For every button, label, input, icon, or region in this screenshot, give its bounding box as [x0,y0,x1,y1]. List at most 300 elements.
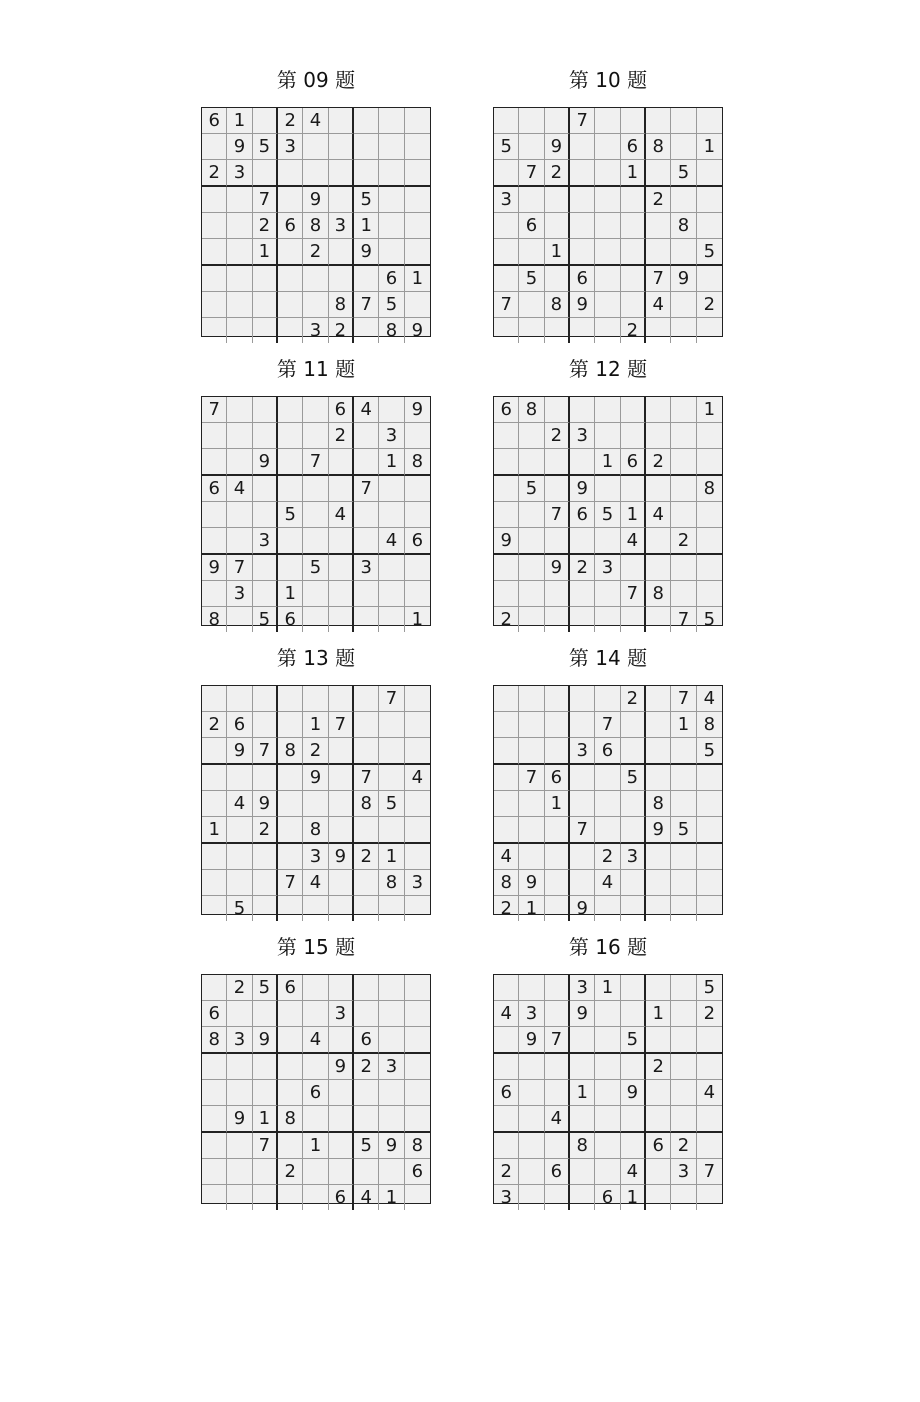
sudoku-cell: 4 [545,1106,570,1133]
sudoku-cell [354,1001,379,1027]
sudoku-cell [253,686,278,712]
sudoku-cell [621,896,646,921]
sudoku-cell [405,581,430,607]
sudoku-cell [519,555,544,581]
sudoku-cell [519,1133,544,1159]
sudoku-cell: 6 [570,502,595,528]
sudoku-cell [570,765,595,791]
sudoku-cell [519,108,544,134]
sudoku-cell [202,134,227,160]
sudoku-cell [227,1054,252,1080]
puzzle-title: 第 09 题 [276,68,356,92]
sudoku-cell [570,686,595,712]
sudoku-cell: 3 [621,844,646,870]
sudoku-cell [595,134,620,160]
sudoku-cell [570,160,595,187]
sudoku-cell [253,1054,278,1080]
sudoku-cell: 2 [329,318,354,343]
sudoku-cell [379,712,404,738]
sudoku-cell: 7 [570,108,595,134]
sudoku-cell: 1 [621,1185,646,1210]
sudoku-cell: 9 [570,476,595,502]
sudoku-grid [493,107,723,341]
sudoku-cell: 2 [494,607,519,632]
sudoku-cell [621,1054,646,1080]
sudoku-cell [519,1080,544,1106]
sudoku-cell [697,213,722,239]
sudoku-cell [278,239,303,266]
sudoku-cell: 1 [379,844,404,870]
sudoku-cell [671,187,696,213]
sudoku-cell [405,134,430,160]
sudoku-cell [621,397,646,423]
sudoku-cell: 7 [671,607,696,632]
sudoku-cell: 2 [595,844,620,870]
sudoku-cell: 9 [202,555,227,581]
sudoku-cell [621,712,646,738]
sudoku-cell: 9 [253,791,278,817]
sudoku-cell: 6 [202,1001,227,1027]
sudoku-cell: 7 [494,292,519,318]
sudoku-cell: 9 [646,817,671,844]
sudoku-cell [329,266,354,292]
sudoku-cell: 6 [405,1159,430,1185]
sudoku-cell [278,528,303,555]
sudoku-cell: 8 [494,870,519,896]
sudoku-cell [379,738,404,765]
sudoku-cell [329,555,354,581]
sudoku-cell [253,160,278,187]
sudoku-cell: 8 [570,1133,595,1159]
sudoku-cell: 5 [303,555,328,581]
sudoku-cell [354,607,379,632]
sudoku-cell [253,1159,278,1185]
sudoku-cell [202,581,227,607]
sudoku-cell: 8 [646,134,671,160]
sudoku-cell [646,318,671,343]
sudoku-cell [278,791,303,817]
sudoku-cell: 3 [253,528,278,555]
sudoku-cell [570,1159,595,1185]
sudoku-cell: 9 [354,239,379,266]
sudoku-cell [646,239,671,266]
sudoku-cell [253,1001,278,1027]
sudoku-cell [278,686,303,712]
sudoku-cell: 8 [379,318,404,343]
sudoku-cell [202,1159,227,1185]
sudoku-cell: 4 [621,1159,646,1185]
sudoku-cell: 9 [329,1054,354,1080]
sudoku-cell: 4 [227,476,252,502]
sudoku-cell: 7 [545,502,570,528]
sudoku-cell: 3 [405,870,430,896]
sudoku-cell [329,160,354,187]
sudoku-cell: 3 [671,1159,696,1185]
sudoku-cell [570,1054,595,1080]
sudoku-cell [379,213,404,239]
sudoku-grid [201,396,431,630]
sudoku-cell [545,817,570,844]
sudoku-cell [303,502,328,528]
sudoku-cell [621,1106,646,1133]
sudoku-cell [519,1185,544,1210]
sudoku-cell: 7 [278,870,303,896]
sudoku-grid [493,685,723,919]
sudoku-cell: 1 [621,502,646,528]
sudoku-cell [570,581,595,607]
sudoku-cell [545,896,570,921]
sudoku-cell [405,738,430,765]
sudoku-cell [253,581,278,607]
sudoku-cell: 6 [278,975,303,1001]
sudoku-cell [494,817,519,844]
sudoku-cell [379,1027,404,1054]
sudoku-cell [278,160,303,187]
sudoku-cell [405,896,430,921]
sudoku-cell [545,1185,570,1210]
sudoku-cell [253,108,278,134]
sudoku-cell [494,1054,519,1080]
sudoku-cell: 5 [697,738,722,765]
sudoku-cell [227,239,252,266]
sudoku-cell [697,187,722,213]
sudoku-cell: 6 [545,765,570,791]
sudoku-cell: 8 [405,1133,430,1159]
sudoku-cell: 8 [519,397,544,423]
sudoku-cell: 7 [303,449,328,476]
sudoku-cell: 8 [646,791,671,817]
sudoku-cell [202,266,227,292]
sudoku-cell: 9 [379,1133,404,1159]
sudoku-cell [329,1106,354,1133]
sudoku-cell [379,108,404,134]
sudoku-cell [253,397,278,423]
sudoku-cell [621,239,646,266]
sudoku-cell: 6 [329,1185,354,1210]
sudoku-cell [494,239,519,266]
sudoku-cell: 3 [494,187,519,213]
sudoku-cell [646,1027,671,1054]
sudoku-cell: 9 [303,187,328,213]
sudoku-cell: 2 [545,160,570,187]
sudoku-cell: 3 [494,1185,519,1210]
sudoku-cell [519,738,544,765]
sudoku-cell [697,791,722,817]
sudoku-cell [545,449,570,476]
sudoku-cell [329,449,354,476]
sudoku-cell: 4 [405,765,430,791]
sudoku-cell [227,870,252,896]
sudoku-cell [202,502,227,528]
sudoku-cell [202,292,227,318]
sudoku-cell [595,1001,620,1027]
sudoku-cell [519,239,544,266]
sudoku-cell [202,1080,227,1106]
sudoku-cell [303,1106,328,1133]
sudoku-cell [697,160,722,187]
sudoku-cell: 6 [595,1185,620,1210]
sudoku-cell: 5 [697,239,722,266]
sudoku-cell [253,765,278,791]
sudoku-cell [621,108,646,134]
sudoku-cell: 1 [411,609,424,630]
sudoku-cell: 6 [405,528,430,555]
sudoku-cell: 3 [227,581,252,607]
sudoku-cell [405,423,430,449]
sudoku-cell [227,502,252,528]
sudoku-cell [253,1185,278,1210]
sudoku-cell [278,817,303,844]
sudoku-cell [379,765,404,791]
sudoku-cell: 2 [202,712,227,738]
sudoku-cell [545,1001,570,1027]
sudoku-cell: 2 [303,738,328,765]
sudoku-cell [697,765,722,791]
sudoku-cell: 7 [519,765,544,791]
sudoku-cell [671,765,696,791]
sudoku-cell [405,502,430,528]
sudoku-cell: 1 [545,239,570,266]
sudoku-cell [646,555,671,581]
sudoku-cell [671,108,696,134]
sudoku-cell: 9 [303,765,328,791]
sudoku-cell [227,187,252,213]
sudoku-cell: 4 [646,292,671,318]
sudoku-cell [494,476,519,502]
sudoku-cell [545,213,570,239]
sudoku-cell [329,239,354,266]
sudoku-cell: 5 [253,607,278,632]
sudoku-cell: 1 [253,1106,278,1133]
sudoku-cell [303,581,328,607]
sudoku-cell: 8 [354,791,379,817]
sudoku-cell [253,712,278,738]
sudoku-cell [671,476,696,502]
sudoku-cell: 9 [494,528,519,555]
sudoku-cell [303,528,328,555]
sudoku-cell [354,686,379,712]
sudoku-cell [671,791,696,817]
sudoku-cell: 6 [278,213,303,239]
sudoku-cell: 1 [697,397,722,423]
sudoku-cell: 3 [329,213,354,239]
sudoku-cell [697,423,722,449]
sudoku-cell [595,476,620,502]
sudoku-cell [405,791,430,817]
sudoku-cell [671,1106,696,1133]
sudoku-cell [354,581,379,607]
sudoku-cell: 3 [278,134,303,160]
sudoku-cell [621,1133,646,1159]
sudoku-cell: 7 [519,160,544,187]
sudoku-cell [202,528,227,555]
sudoku-cell [646,528,671,555]
sudoku-cell [595,581,620,607]
sudoku-cell [621,555,646,581]
sudoku-cell [494,765,519,791]
sudoku-cell [354,1106,379,1133]
sudoku-cell: 6 [621,449,646,476]
sudoku-cell [519,449,544,476]
sudoku-cell [303,292,328,318]
sudoku-cell [621,187,646,213]
sudoku-puzzle [201,638,431,919]
sudoku-cell [646,213,671,239]
sudoku-cell [303,423,328,449]
sudoku-cell [671,1027,696,1054]
sudoku-cell [545,1054,570,1080]
sudoku-cell [595,187,620,213]
sudoku-cell [329,765,354,791]
sudoku-cell: 6 [354,1027,379,1054]
sudoku-cell [697,528,722,555]
sudoku-cell [519,817,544,844]
sudoku-cell [354,817,379,844]
sudoku-cell [405,108,430,134]
sudoku-cell: 4 [379,528,404,555]
sudoku-cell: 5 [227,896,252,921]
sudoku-cell [545,870,570,896]
sudoku-cell [570,187,595,213]
sudoku-cell [621,292,646,318]
puzzle-title: 第 11 题 [276,357,356,381]
sudoku-cell [405,975,430,1001]
sudoku-cell [545,975,570,1001]
sudoku-cell [303,397,328,423]
sudoku-cell: 3 [227,1027,252,1054]
sudoku-cell [697,581,722,607]
sudoku-cell [671,318,696,343]
sudoku-cell [494,738,519,765]
sudoku-cell: 2 [646,187,671,213]
sudoku-cell: 9 [671,266,696,292]
sudoku-cell [646,975,671,1001]
sudoku-cell [202,1106,227,1133]
sudoku-cell [570,607,595,632]
sudoku-cell [379,1159,404,1185]
sudoku-cell [621,213,646,239]
sudoku-cell [227,817,252,844]
sudoku-cell: 6 [227,712,252,738]
sudoku-cell [545,528,570,555]
sudoku-cell [354,738,379,765]
sudoku-cell [519,975,544,1001]
sudoku-cell [202,844,227,870]
sudoku-cell [354,423,379,449]
sudoku-cell: 7 [646,266,671,292]
sudoku-cell [278,1080,303,1106]
sudoku-cell [253,555,278,581]
sudoku-cell: 6 [570,266,595,292]
sudoku-cell: 2 [697,292,722,318]
sudoku-cell [671,449,696,476]
sudoku-cell: 9 [570,292,595,318]
sudoku-cell [545,1080,570,1106]
sudoku-cell [671,1054,696,1080]
sudoku-cell: 7 [227,555,252,581]
sudoku-cell [202,423,227,449]
puzzle-title: 第 13 题 [276,646,356,670]
sudoku-cell [278,476,303,502]
sudoku-cell [278,423,303,449]
sudoku-cell: 2 [545,423,570,449]
sudoku-cell: 1 [519,896,544,921]
sudoku-cell [227,844,252,870]
sudoku-cell: 9 [227,738,252,765]
sudoku-cell [278,765,303,791]
sudoku-cell: 2 [253,213,278,239]
sudoku-cell: 1 [303,1133,328,1159]
sudoku-cell [329,1159,354,1185]
sudoku-cell [405,1001,430,1027]
sudoku-cell [354,318,379,343]
sudoku-cell: 9 [519,1027,544,1054]
sudoku-cell: 2 [278,1159,303,1185]
sudoku-cell: 5 [671,160,696,187]
sudoku-cell: 6 [379,266,404,292]
sudoku-cell [329,528,354,555]
sudoku-cell [405,160,430,187]
sudoku-cell: 1 [545,791,570,817]
sudoku-cell: 4 [303,870,328,896]
sudoku-cell [227,1080,252,1106]
sudoku-cell [202,896,227,921]
sudoku-cell: 1 [595,975,620,1001]
sudoku-cell [379,975,404,1001]
sudoku-cell: 1 [253,239,278,266]
sudoku-cell: 5 [379,791,404,817]
sudoku-cell [202,870,227,896]
sudoku-cell [621,476,646,502]
sudoku-cell [646,844,671,870]
sudoku-cell [379,607,404,632]
sudoku-cell [278,1133,303,1159]
sudoku-cell: 2 [303,239,328,266]
sudoku-cell: 7 [545,1027,570,1054]
sudoku-cell [405,476,430,502]
sudoku-cell [545,1133,570,1159]
sudoku-cell [570,528,595,555]
sudoku-cell [494,108,519,134]
sudoku-cell: 2 [278,108,303,134]
sudoku-cell: 1 [278,581,303,607]
sudoku-cell [519,712,544,738]
sudoku-cell [227,449,252,476]
sudoku-cell [494,160,519,187]
sudoku-cell: 1 [405,266,430,292]
sudoku-cell [329,1027,354,1054]
sudoku-cell [379,1080,404,1106]
sudoku-cell [329,738,354,765]
sudoku-cell [354,502,379,528]
sudoku-cell: 8 [329,292,354,318]
sudoku-cell: 2 [570,555,595,581]
sudoku-cell [671,975,696,1001]
sudoku-cell: 9 [329,844,354,870]
sudoku-cell [354,1159,379,1185]
sudoku-cell [278,896,303,921]
sudoku-cell: 6 [329,397,354,423]
sudoku-cell [697,1185,722,1210]
sudoku-cell [253,1080,278,1106]
sudoku-cell: 3 [379,1054,404,1080]
sudoku-cell [278,1054,303,1080]
sudoku-cell [354,896,379,921]
sudoku-cell [379,187,404,213]
sudoku-cell [646,160,671,187]
sudoku-cell [253,423,278,449]
sudoku-cell: 4 [354,397,379,423]
